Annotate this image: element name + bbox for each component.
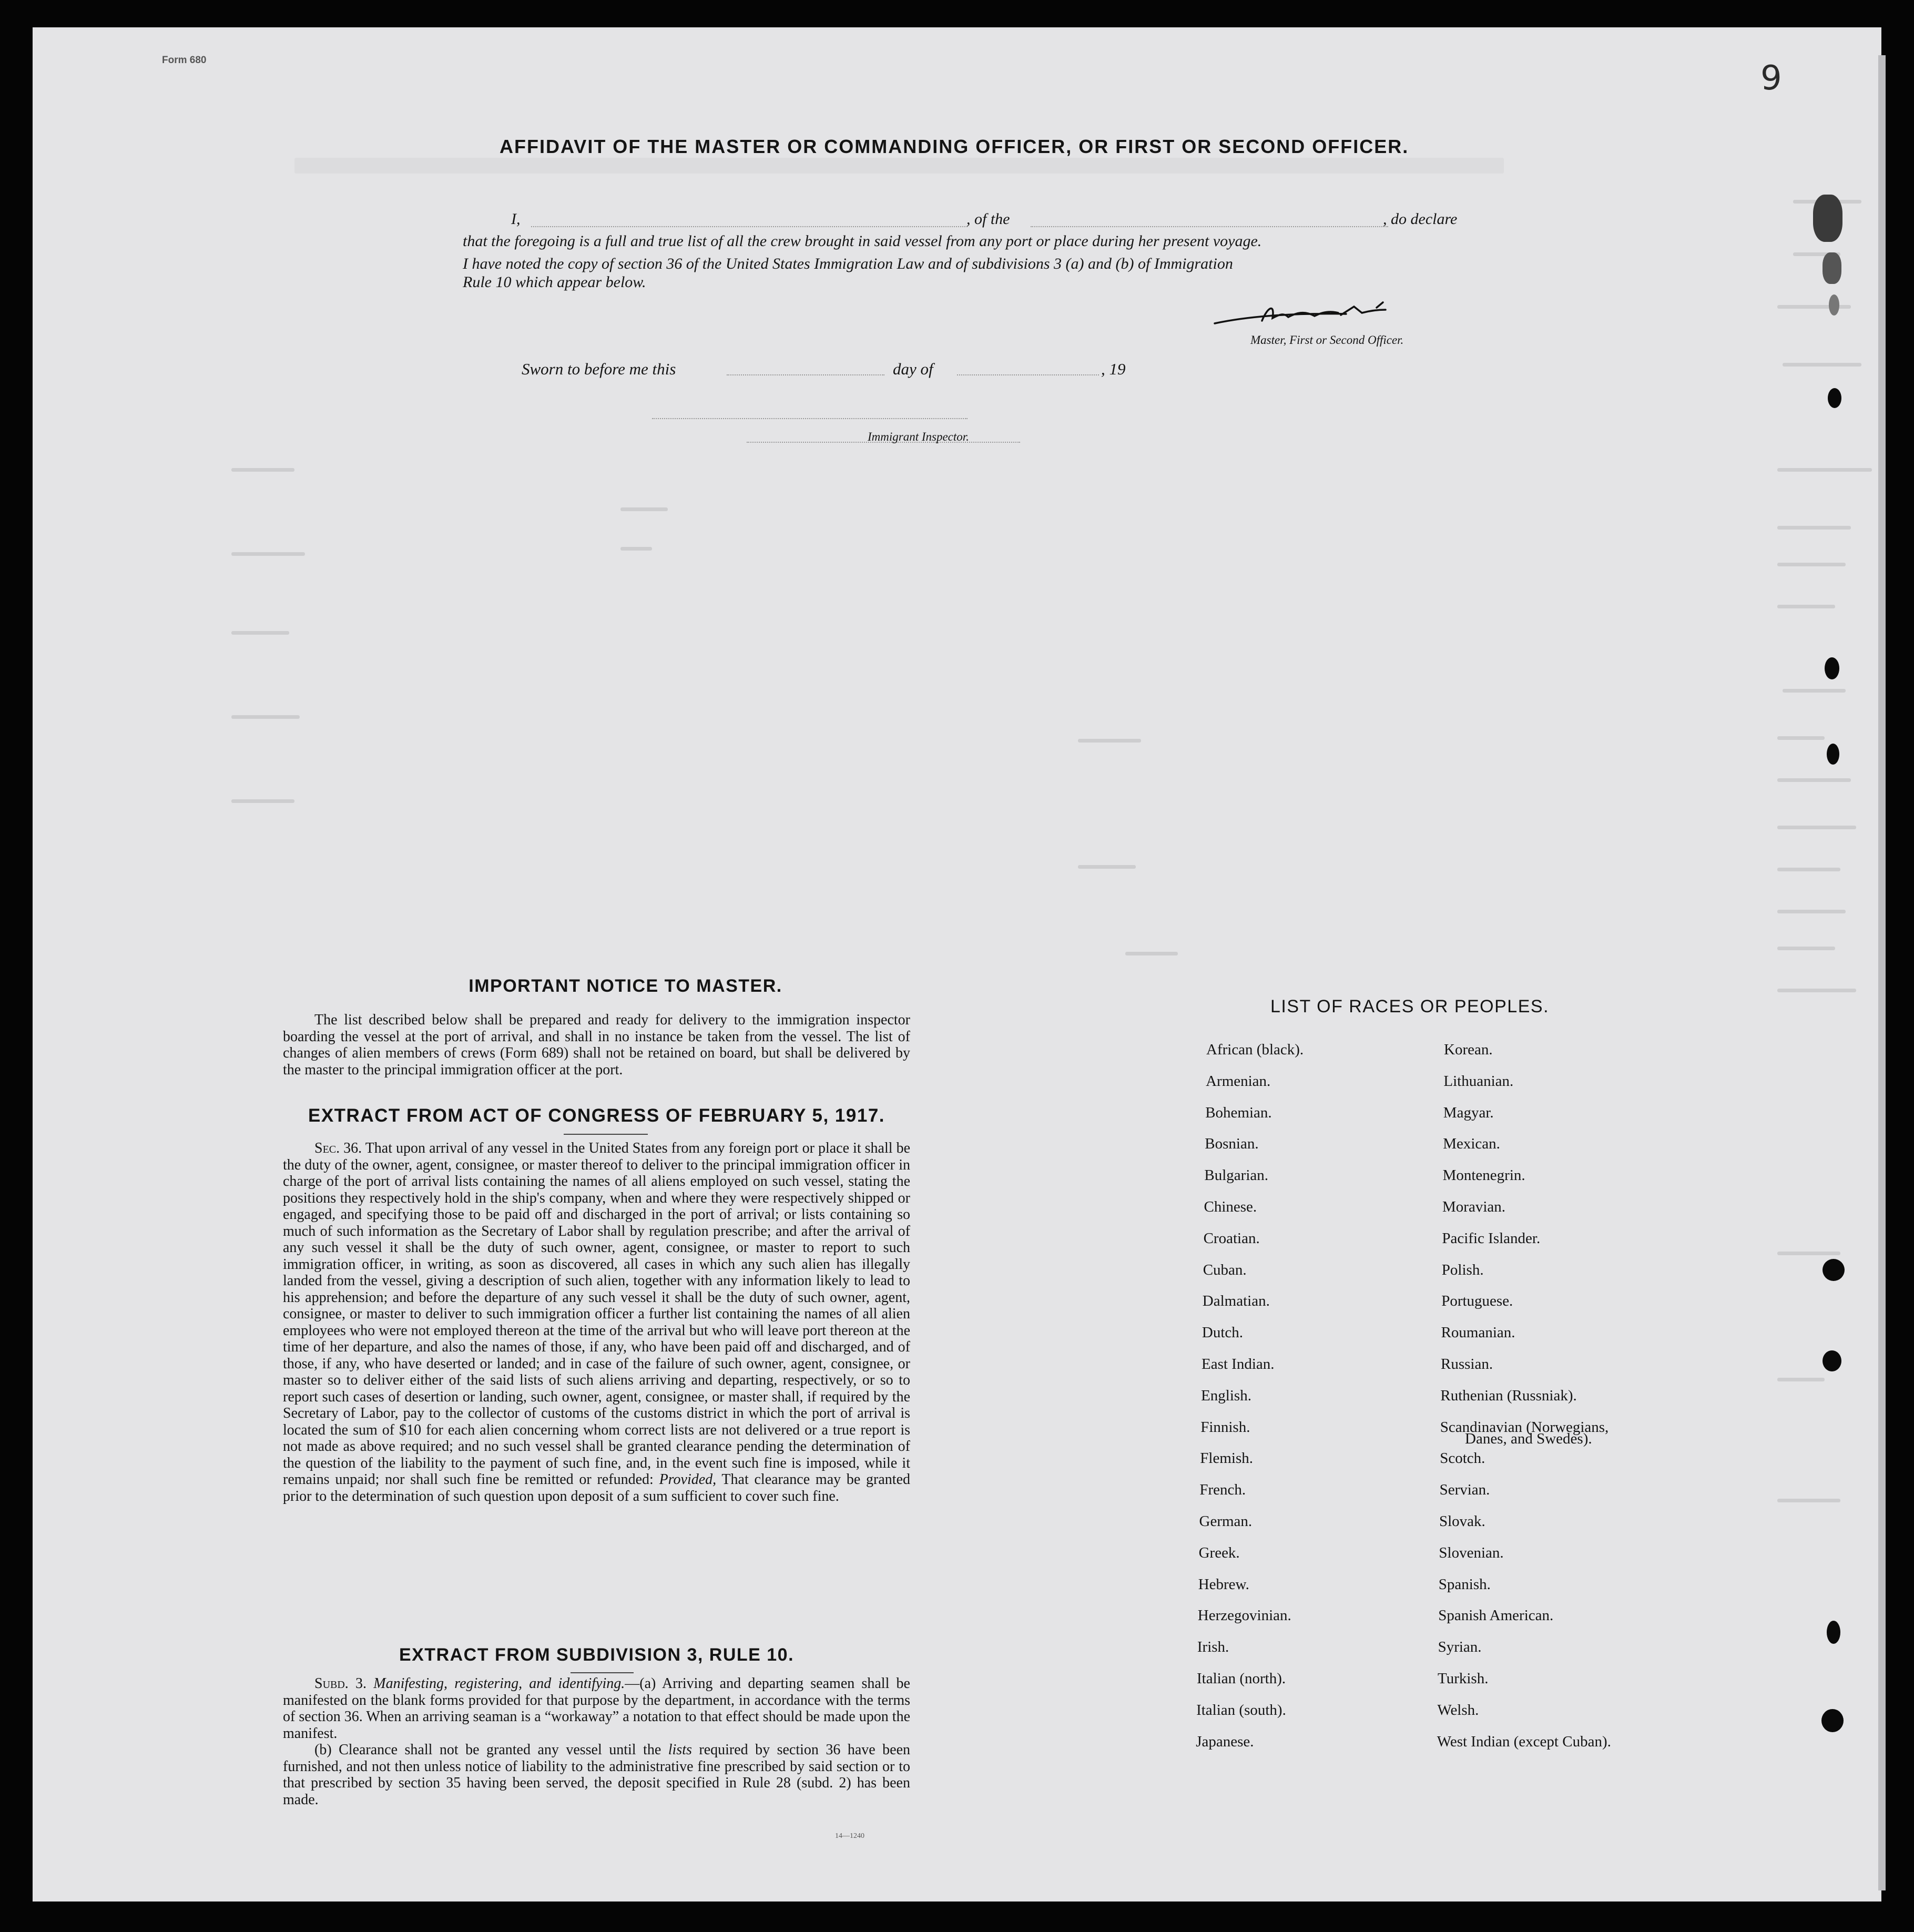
affidavit-i-label: I,: [511, 210, 521, 228]
print-code: 14—1240: [835, 1832, 864, 1840]
extract-rule-title: EXTRACT FROM SUBDIVISION 3, RULE 10.: [399, 1645, 795, 1665]
race-l-19: Irish.: [1197, 1639, 1229, 1656]
race-r-22: West Indian (except Cuban).: [1437, 1733, 1611, 1750]
race-l-20: Italian (north).: [1197, 1670, 1286, 1687]
race-l-2: Bohemian.: [1205, 1104, 1272, 1121]
title-rule-2: [571, 1672, 634, 1673]
day-of-label: day of: [893, 360, 933, 378]
race-r-5: Moravian.: [1442, 1198, 1505, 1215]
race-l-3: Bosnian.: [1205, 1135, 1259, 1153]
sheet-number: 9: [1760, 59, 1782, 98]
affidavit-line-3: I have noted the copy of section 36 of the United States Immigration Law and of subdivisions 3 (a) and (b) of Immigration: [463, 255, 1233, 272]
form-number: Form 680: [162, 55, 207, 66]
notice-text: [283, 1012, 910, 1078]
race-l-1: Armenian.: [1206, 1072, 1271, 1090]
form-sheet: [33, 27, 1881, 1902]
race-l-13: Flemish.: [1200, 1450, 1254, 1467]
affidavit-of-the: , of the: [966, 210, 1010, 228]
sec-36-text-end: That clearance may be granted prior to the determination of such question upon deposit of a sum sufficient to cover such fine.: [283, 1471, 911, 1504]
affidavit-title: AFFIDAVIT OF THE MASTER OR COMMANDING OFFICER, OR FIRST OR SECOND OFFICER.: [500, 136, 1409, 157]
year-label: , 19: [1101, 360, 1126, 378]
race-r-2: Magyar.: [1443, 1104, 1494, 1121]
sec-label: Sec. 36.: [314, 1140, 362, 1156]
name-blank[interactable]: [531, 226, 968, 227]
notice-title: IMPORTANT NOTICE TO MASTER.: [469, 976, 782, 996]
race-r-16: Slovenian.: [1439, 1544, 1504, 1561]
sworn-label: Sworn to before me this: [522, 360, 676, 378]
para-b-lists: lists: [668, 1742, 692, 1758]
race-r-7: Polish.: [1441, 1261, 1484, 1278]
race-r-6: Pacific Islander.: [1442, 1229, 1541, 1247]
race-l-6: Croatian.: [1203, 1229, 1260, 1247]
race-l-8: Dalmatian.: [1202, 1293, 1270, 1310]
para-a: —(a) Arriving and departing seamen shall be manifested on the blank forms provided for that purpose by the department, in accordance with the terms of section 36. When an arriving seaman is a “workaway” a notation to that effect should be made upon the manifest.: [283, 1675, 910, 1742]
race-scandinavian-cont: Danes, and Swedes).: [1465, 1430, 1592, 1447]
race-l-22: Japanese.: [1196, 1733, 1254, 1750]
race-l-0: African (black).: [1206, 1041, 1304, 1058]
race-l-14: French.: [1199, 1481, 1246, 1499]
race-r-18: Spanish American.: [1438, 1607, 1554, 1624]
race-r-15: Slovak.: [1439, 1513, 1485, 1530]
sworn-day-blank[interactable]: [727, 374, 884, 375]
race-r-4: Montenegrin.: [1442, 1167, 1525, 1184]
affidavit-line-4: Rule 10 which appear below.: [463, 273, 646, 291]
notice-paragraph: The list described below shall be prepared and ready for delivery to the immigration inspector boarding the vessel at the port of arrival, and shall in no instance be taken from the vessel. The list of changes of alien members of crews (Form 689) shall not be retained on board, but shall be delivered by the master to the principal immigration officer at the port.: [283, 1012, 910, 1078]
affidavit-line-2: that the foregoing is a full and true list of all the crew brought in said vessel from any port or place during her present voyage.: [463, 232, 1262, 250]
sworn-month-blank[interactable]: [957, 374, 1099, 375]
extract-rule-body: [283, 1675, 910, 1808]
race-r-9: Roumanian.: [1441, 1324, 1515, 1341]
race-r-20: Turkish.: [1438, 1670, 1489, 1687]
race-l-10: East Indian.: [1202, 1356, 1275, 1372]
race-r-1: Lithuanian.: [1443, 1072, 1514, 1090]
affidavit-do-declare: , do declare: [1383, 210, 1458, 228]
race-r-19: Syrian.: [1438, 1639, 1482, 1656]
race-r-12: Scandinavian (Norwegians,: [1440, 1418, 1609, 1436]
race-r-17: Spanish.: [1438, 1575, 1491, 1593]
race-r-10: Russian.: [1441, 1356, 1493, 1372]
extract-act-body: [283, 1140, 910, 1504]
inspector-signature-blank[interactable]: [652, 418, 968, 419]
race-r-21: Welsh.: [1437, 1701, 1479, 1719]
race-r-14: Servian.: [1439, 1481, 1490, 1499]
race-r-0: Korean.: [1444, 1041, 1493, 1058]
vessel-blank[interactable]: [1031, 226, 1388, 227]
para-b-2: required by section 36 have been furnished, and not then unless notice of liability to the administrative fine prescribed by said section or to that prescribed by section 35 having been served, the deposit specified in Rule 28 (subd. 2) has been made.: [283, 1742, 911, 1808]
inspector-caption: Immigrant Inspector.: [868, 430, 969, 443]
race-l-4: Bulgarian.: [1204, 1167, 1268, 1184]
race-l-5: Chinese.: [1204, 1198, 1257, 1215]
provided-word: Provided,: [659, 1471, 717, 1488]
sec-36-text: That upon arrival of any vessel in the United States from any foreign port or place it shall be the duty of the owner, agent, consignee, or master thereof to deliver to the principal immigration officer in charge of the port of arrival lists containing the names of all aliens employed on such vessel, stating the positions they respectively hold in the ship's company, when and where they were respectively shipped or engaged, and specifying those to be paid off and discharged in the port of arrival; or lists containing so much of such information as the Secretary of Labor shall by regulation prescribe; and after the arrival of any such vessel it shall be the duty of such owner, agent, consignee, or master to report to such immigration officer, in writing, as soon as discovered, all cases in which any such alien has illegally landed from the vessel, giving a description of such alien, together with any information likely to lead to his apprehension; and before the departure of any such vessel it shall be the duty of such owner, agent, consignee, or master to deliver to such immigration officer a further list containing the names of all alien employees who were not employed thereon at the time of the arrival but who will leave port thereon at the time of her departure, and also the names of those, if any, who have been paid off and discharged, and of those, if any, who have deserted or landed; and in case of the failure of such owner, agent, consignee, or master so to deliver either of the said lists of such aliens arriving and departing, respectively, or so to report such cases of desertion or landing, such owner, agent, consignee, or master shall, if required by the Secretary of Labor, pay to the collector of customs of the customs district in which the port of arrival is located the sum of $10 for each alien concerning whom correct lists are not delivered or a true report is not made as above required; and no such vessel shall be granted clearance pending the determination of the question of the liability to the payment of such fine, and, in the event such fine is imposed, while it remains unpaid; nor shall such fine be remitted or refunded:: [283, 1140, 910, 1488]
race-l-12: Finnish.: [1200, 1418, 1250, 1436]
race-l-11: English.: [1201, 1387, 1251, 1404]
signature-caption: Master, First or Second Officer.: [1250, 333, 1404, 347]
race-r-3: Mexican.: [1443, 1135, 1500, 1153]
race-l-16: Greek.: [1198, 1544, 1240, 1561]
sheet-edge: [1878, 55, 1886, 1890]
race-r-8: Portuguese.: [1441, 1293, 1513, 1310]
races-title: LIST OF RACES OR PEOPLES.: [1270, 996, 1550, 1016]
extract-act-title: EXTRACT FROM ACT OF CONGRESS OF FEBRUARY 5, 1917.: [308, 1105, 885, 1126]
race-l-9: Dutch.: [1202, 1324, 1244, 1341]
master-signature: [1209, 297, 1430, 334]
race-l-21: Italian (south).: [1196, 1701, 1286, 1719]
race-l-7: Cuban.: [1203, 1261, 1247, 1278]
title-rule: [564, 1134, 648, 1135]
race-l-18: Herzegovinian.: [1197, 1607, 1291, 1624]
subd-title: Manifesting, registering, and identifying.: [373, 1675, 625, 1692]
race-l-15: German.: [1199, 1513, 1253, 1530]
race-r-13: Scotch.: [1440, 1450, 1485, 1467]
para-b-1: (b) Clearance shall not be granted any vessel until the: [314, 1742, 661, 1758]
race-l-17: Hebrew.: [1198, 1575, 1249, 1593]
race-r-11: Ruthenian (Russniak).: [1440, 1387, 1577, 1404]
subd-label: Subd. 3.: [314, 1675, 367, 1692]
